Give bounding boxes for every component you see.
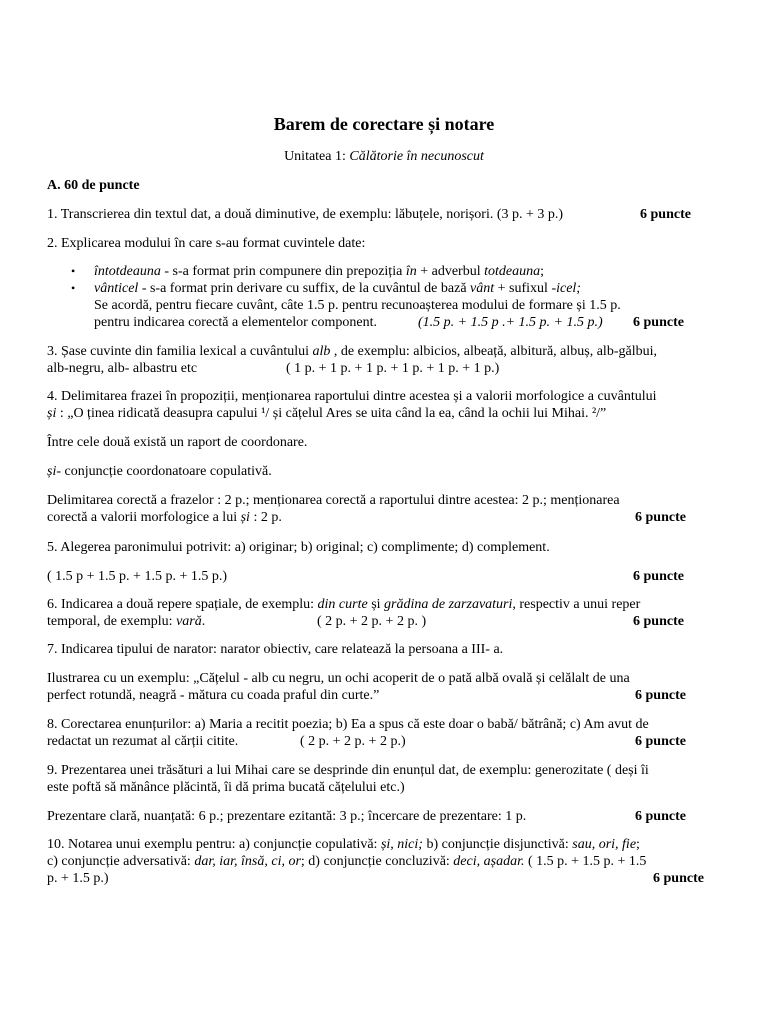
item-4-para-4: Delimitarea corectă a frazelor : 2 p.; menționarea corectă a raportului dintre acestea: 2 p.; menționarea corectă a valorii morfologice a lui și : 2 p. 6 puncte xyxy=(47,493,686,525)
item-6-points: 6 puncte xyxy=(633,614,684,629)
item-4-para-2: Între cele două există un raport de coordonare. xyxy=(47,435,308,450)
item-2-note-1: Se acordă, pentru fiecare cuvânt, câte 1.5 p. pentru recunoașterea modului de formare și 1.5 p. xyxy=(94,298,621,313)
item-3: 3. Șase cuvinte din familia lexical a cuvântului alb , de exemplu: albicios, albeață, albitură, albuș, alb-gălbui, alb-negru, alb- albastru etc ( 1 p. + 1 p. + 1 p. + 1 p. + 1 p. + 1 p.) xyxy=(47,344,657,376)
item-1 xyxy=(47,206,707,223)
item-8-scoring: ( 2 p. + 2 p. + 2 p.) xyxy=(300,734,406,749)
section-a-heading xyxy=(47,177,707,194)
item-2-scoring: (1.5 p. + 1.5 p .+ 1.5 p. + 1.5 p.) xyxy=(418,315,603,330)
unit-prefix: Unitatea 1: xyxy=(284,149,350,164)
item-3-scoring: ( 1 p. + 1 p. + 1 p. + 1 p. + 1 p. + 1 p.) xyxy=(286,361,500,376)
item-7-points: 6 puncte xyxy=(635,688,686,703)
item-4: 4. Delimitarea frazei în propoziții, menționarea raportului dintre acestea și a valorii morfologice a cuvântului și : „O ținea ridicată deasupra capului ¹/ și cățelul Ares se uita când la ea, când la ochii lui Mihai. ²/” xyxy=(47,389,657,421)
item-1-points: 6 puncte xyxy=(640,207,691,222)
item-6-scoring: ( 2 p. + 2 p. + 2 p. ) xyxy=(317,614,427,629)
page-title: Barem de corectare și notare xyxy=(273,114,495,134)
item-9-scoring: Prezentare clară, nuanțată: 6 p.; prezentare ezitantă: 3 p.; încercare de prezentare: 1 p. 6 puncte xyxy=(47,809,686,824)
bullet-1: • întotdeauna - s-a format prin compunere din prepoziția în + adverbul totdeauna; xyxy=(71,264,544,279)
item-5: 5. Alegerea paronimului potrivit: a) originar; b) original; c) complimente; d) complement. xyxy=(47,540,550,555)
item-1-line xyxy=(47,206,707,223)
bullet-icon: • xyxy=(71,281,76,295)
unit-name: Călătorie în necunoscut xyxy=(349,149,484,164)
item-4-points: 6 puncte xyxy=(635,510,686,525)
bullet-icon: • xyxy=(71,264,76,278)
bullet-1-word: întotdeauna xyxy=(94,264,161,279)
item-5-scoring: ( 1.5 p + 1.5 p. + 1.5 p. + 1.5 p.) 6 puncte xyxy=(47,569,684,584)
item-8: 8. Corectarea enunțurilor: a) Maria a recitit poezia; b) Ea a spus că este doar o babă/ bătrână; c) Am avut de redactat un rezumat al cărții citite. ( 2 p. + 2 p. + 2 p.) 6 puncte xyxy=(47,717,686,749)
item-1-text: 1. Transcrierea din textul dat, a două diminutive, de exemplu: lăbuțele, norișori. (3 p. + 3 p.) xyxy=(47,207,564,222)
section-a-label: A. 60 de puncte xyxy=(47,178,140,193)
item-2-points: 6 puncte xyxy=(633,315,684,330)
item-7-example: Ilustrarea cu un exemplu: „Cățelul - alb cu negru, un ochi acoperit de o pată albă ovală și celălalt de una perfect rotundă, neagră - mătura cu coada praful din curte.” 6 puncte xyxy=(47,671,686,703)
item-2-bullets xyxy=(47,263,707,331)
item-10-points: 6 puncte xyxy=(653,871,704,886)
bullet-2: • vânticel - s-a format prin derivare cu suffix, de la cuvântul de bază vânt + sufixul -icel; xyxy=(71,281,581,296)
item-4-para-3: și- conjuncție coordonatoare copulativă. xyxy=(47,464,272,479)
item-9-points: 6 puncte xyxy=(635,809,686,824)
item-9: 9. Prezentarea unei trăsături a lui Mihai care se desprinde din enunțul dat, de exemplu: generozitate ( deși îi este poftă să mănânce plăcintă, îi dă prima bucată cățelului etc.) xyxy=(47,763,649,795)
bullet-2-word: vânticel xyxy=(94,281,139,296)
item-8-points: 6 puncte xyxy=(635,734,686,749)
item-10: 10. Notarea unui exemplu pentru: a) conjuncție copulativă: și, nici; b) conjuncție disjunctivă: sau, ori, fie; c) conjuncție adversativă: dar, iar, însă, ci, or; d) conjuncție concluzivă: deci, așadar. ( 1.5 p. + 1.5 p. + 1.5 p. + 1.5 p.) 6 puncte xyxy=(47,837,704,886)
item-5-points: 6 puncte xyxy=(633,569,684,584)
item-2-heading: 2. Explicarea modului în care s-au format cuvintele date: xyxy=(47,236,366,251)
unit-subtitle xyxy=(0,148,768,165)
item-6: 6. Indicarea a două repere spațiale, de exemplu: din curte și grădina de zarzavaturi, respectiv a unui reper temporal, de exemplu: vară. ( 2 p. + 2 p. + 2 p. ) 6 puncte xyxy=(47,597,684,629)
item-7: 7. Indicarea tipului de narator: narator obiectiv, care relatează la persoana a III- a. xyxy=(47,642,504,657)
item-2-note-2: pentru indicarea corectă a elementelor component. (1.5 p. + 1.5 p .+ 1.5 p. + 1.5 p.) 6 puncte xyxy=(94,315,684,330)
item-2 xyxy=(47,235,707,252)
